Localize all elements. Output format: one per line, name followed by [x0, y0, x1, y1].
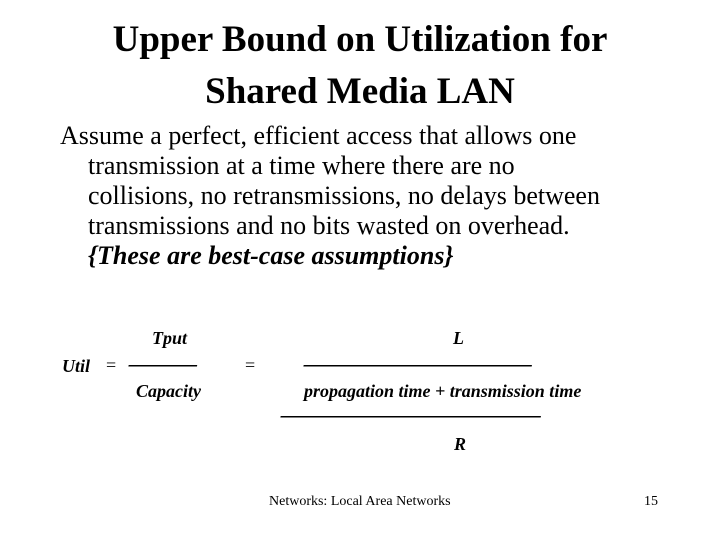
title-line-2: Shared Media LAN [205, 71, 515, 112]
formula-R: R [454, 434, 467, 454]
page-number: 15 [644, 494, 658, 509]
formula-util-label: Util [62, 356, 91, 376]
formula-fraction-bar-short: ----------------- [128, 354, 196, 374]
formula-fraction-bar-long-1: --------------------------------------------------------- [303, 354, 531, 374]
slide-title [60, 14, 660, 118]
paragraph-line-1: Assume a perfect, efficient access that allows one [60, 121, 577, 150]
paragraph-line-2: transmission at a time where there are no [88, 151, 515, 180]
formula-equals-1: = [106, 355, 117, 375]
formula-fraction-bar-long-2: ----------------------------------------------------------------- [280, 405, 540, 425]
footer-source: Networks: Local Area Networks [269, 494, 451, 509]
formula-denominator: propagation time + transmission time [304, 381, 582, 401]
formula-equals-2: = [245, 355, 256, 375]
formula-tput: Tput [152, 328, 188, 348]
formula-capacity: Capacity [136, 381, 201, 401]
formula-L: L [453, 328, 464, 348]
assumption-paragraph [60, 121, 660, 271]
best-case-note: {These are best-case assumptions} [88, 241, 454, 270]
title-line-1: Upper Bound on Utilization for [112, 19, 608, 60]
paragraph-line-3: collisions, no retransmissions, no delays between [88, 181, 600, 210]
paragraph-line-4: transmissions and no bits wasted on overhead. [88, 211, 570, 240]
